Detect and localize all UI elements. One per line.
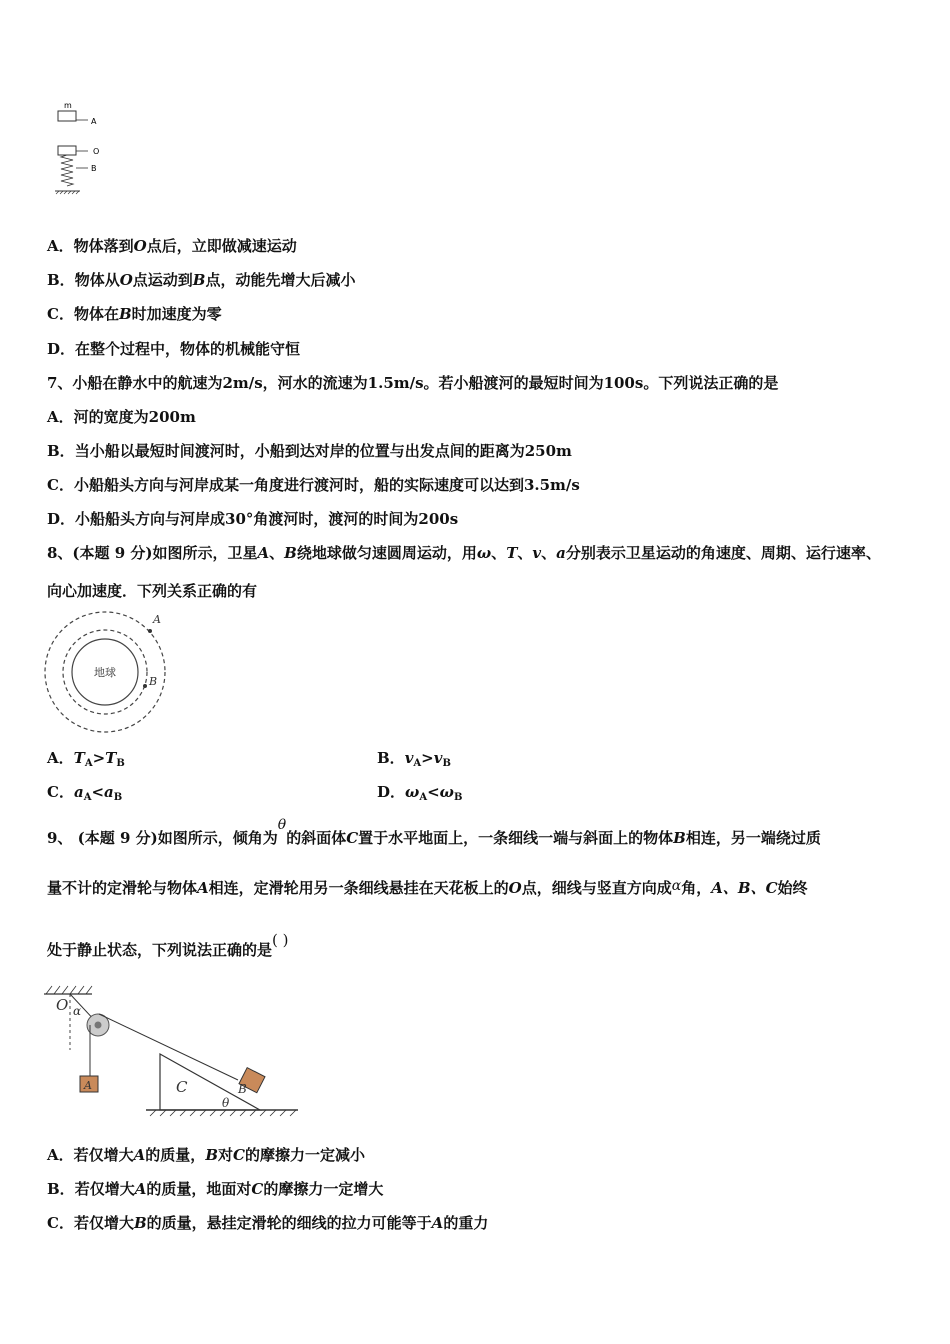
- earth-label: 地球: [94, 666, 116, 679]
- q6-option-c: C．物体在B时加速度为零: [47, 305, 222, 323]
- q6-option-b: B．物体从O点运动到B点，动能先增大后减小: [47, 271, 356, 289]
- q9-option-b: B．若仅增大A的质量，地面对C的摩擦力一定增大: [47, 1180, 384, 1198]
- q9-stem-line3: 处于静止状态，下列说法正确的是( ): [47, 931, 289, 959]
- q9-option-c: C．若仅增大B的质量，悬挂定滑轮的细线的拉力可能等于A的重力: [47, 1214, 489, 1232]
- q7-option-a: A．河的宽度为200m: [47, 408, 196, 426]
- satellite-b: [143, 684, 147, 688]
- satellite-b-label: B: [149, 675, 158, 688]
- incline-c-label: C: [176, 1078, 188, 1096]
- mass-label: m: [64, 101, 72, 110]
- q9-stem-line2: 量不计的定滑轮与物体A相连，定滑轮用另一条细线悬挂在天花板上的O点，细线与竖直方向成α角，A、B、C始终: [47, 878, 808, 897]
- point-b-label: B: [91, 164, 97, 173]
- q8-stem-line1: 8、(本题 9 分)如图所示，卫星A、B绕地球做匀速圆周运动，用ω、T、v、a分别表示卫星运动的角速度、周期、运行速率、: [47, 544, 881, 562]
- point-o-label: O: [93, 147, 100, 156]
- q7-option-d: D．小船船头方向与河岸成30°角渡河时，渡河的时间为200s: [47, 510, 459, 528]
- point-o-label: O: [56, 996, 69, 1014]
- incline-pulley-figure: [42, 980, 302, 1120]
- satellite-a: [148, 629, 152, 633]
- q7-option-b: B．当小船以最短时间渡河时，小船到达对岸的位置与出发点间的距离为250m: [47, 442, 572, 460]
- theta-label: θ: [222, 1096, 230, 1110]
- q8-option-b: B．$v_A>v_B$: [377, 749, 451, 769]
- alpha-label: α: [73, 1004, 82, 1018]
- q6-option-a: A．物体落到O点后，立即做减速运动: [47, 237, 297, 255]
- q8-option-c: C．$a_A<a_B$: [47, 783, 123, 803]
- q8-option-a: A．$T_A>T_B$: [47, 749, 125, 769]
- q8-stem-line2: 向心加速度．下列关系正确的有: [47, 582, 258, 600]
- q7-stem: 7、小船在静水中的航速为2m/s，河水的流速为1.5m/s。若小船渡河的最短时间为100s。下列说法正确的是: [47, 374, 779, 392]
- q7-option-c: C．小船船头方向与河岸成某一角度进行渡河时，船的实际速度可以达到3.5m/s: [47, 476, 580, 494]
- q8-option-d: D．$\omega_A<\omega_B$: [377, 783, 463, 803]
- q6-option-d: D．在整个过程中，物体的机械能守恒: [47, 340, 301, 358]
- q9-option-a: A．若仅增大A的质量，B对C的摩擦力一定减小: [47, 1146, 365, 1164]
- earth-orbit-figure: [42, 609, 172, 739]
- block-a-label: A: [84, 1079, 92, 1092]
- q9-stem-line1: 9、 (本题 9 分)如图所示，倾角为θ的斜面体C置于水平地面上，一条细线一端与斜面上的物体B相连，另一端绕过质: [47, 817, 821, 847]
- point-a-label: A: [91, 117, 97, 126]
- block-b-label: B: [238, 1082, 247, 1096]
- spring-mass-figure: [40, 98, 160, 198]
- satellite-a-label: A: [153, 613, 161, 626]
